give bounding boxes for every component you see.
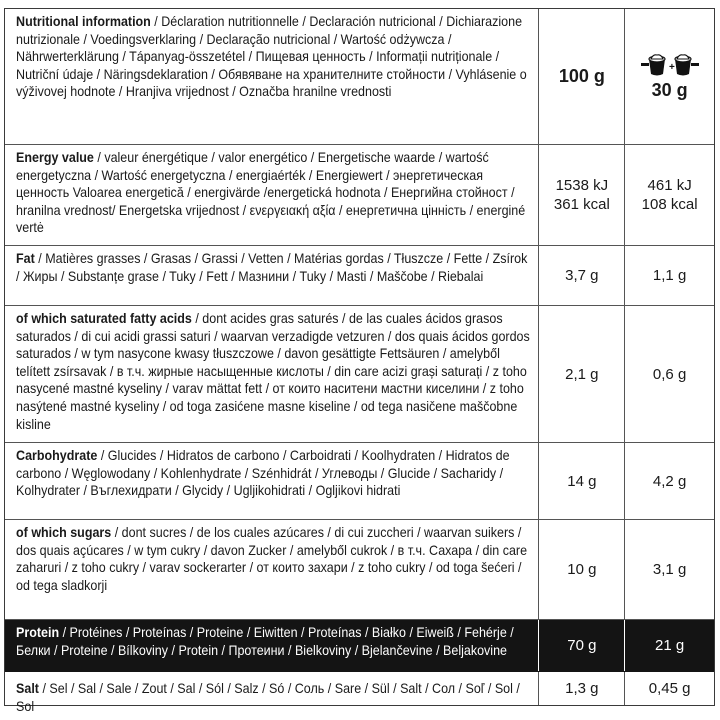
salt-100g: 1,3 g — [538, 672, 624, 705]
energy-100g: 1538 kJ 361 kcal — [538, 145, 624, 245]
carbohydrate-row — [5, 443, 714, 520]
protein-row — [5, 620, 714, 672]
fat-100g: 3,7 g — [538, 246, 624, 305]
fat-row — [5, 246, 714, 306]
energy-row — [5, 145, 714, 246]
sugars-100g: 10 g — [538, 520, 624, 619]
header-label: Nutritional information / Déclaration nutritionnelle / Declaración nutricional / Dichiarazione nutrizionale / Voedingsverklaring / Declaração nutricional / Wartość odżywcza / Nährwerterklärung / Tápanyag-összetétel / Пищевая ценность / Informații nutriționale / Nutriční údaje / Näringsdeklaration / Обявяване на хранителните стойности / Vyhlásenie o výživovej hodnote / Hranjiva vrijednost / Označba hranilne vrednosti — [16, 14, 527, 100]
carbohydrate-portion: 4,2 g — [624, 443, 714, 519]
carbohydrate-100g: 14 g — [538, 443, 624, 519]
protein-label: Protein / Protéines / Proteínas / Proteine / Eiwitten / Proteínas / Białko / Eiweiß / Fehérje / Белки / Proteine / Bílkoviny / Protein / Протеини / Bielkoviny / Bjelančevine / Beljakovine — [16, 625, 514, 658]
sugars-portion: 3,1 g — [624, 520, 714, 619]
svg-text:+: + — [668, 62, 675, 73]
salt-portion: 0,45 g — [624, 672, 714, 705]
table-header-row — [5, 9, 714, 145]
header-100g: 100 g — [538, 9, 624, 144]
saturated-fat-100g: 2,1 g — [538, 306, 624, 442]
protein-100g: 70 g — [538, 620, 624, 671]
saturated-fat-portion: 0,6 g — [624, 306, 714, 442]
header-portion: + 30 g — [624, 9, 714, 144]
carbohydrate-label: Carbohydrate / Glucides / Hidratos de carbono / Carboidrati / Koolhydraten / Hidratos de carbono / Węglowodany / Kohlenhydrate / Szénhidrát / Углеводы / Glucide / Sacharidy / Kolhydrater / Въглехидрати / Glycidy / Ugljikohidrati / Ogljikovi hidrati — [16, 448, 510, 499]
energy-label: Energy value / valeur énergétique / valor energético / Energetische waarde / wartość energetyczna / Wartość energetyczna / energiaérték / Energiewert / энергетическая ценность Valoarea energetică / energivärde /energetická hodnota / Енергийна стойност / hranilna vrednost/ Energetska vrijednost / ενεργειακή αξία / енергетична цінність / energiné vertė — [16, 150, 526, 236]
sugars-label: of which sugars / dont sucres / de los cuales azúcares / di cui zuccheri / waarvan suikers / dos quais açúcares / w tym cukry / davon Zucker / amelyből cukrok / в т.ч. Сахара / din care zaharuri / z toho cukry / varav sockerarter / от които захари / z toho cukry / od toga šećeri / od tega sladkorji — [16, 525, 528, 593]
protein-portion: 21 g — [624, 620, 714, 671]
saturated-fat-label: of which saturated fatty acids / dont acides gras saturés / de las cuales ácidos grasos saturados / di cui acidi grassi saturi / waarvan verzadigde vetzuren / dos quais ácidos gordos saturados / w tym nasycone kwasy tłuszczowe / davon gesättigte Fettsäuren / amelyből telített zsírsavak / в т.ч. жирные насыщенные кислоты / din care acizi grași saturați / z toho nasycené mastné kyseliny / varav mättat fett / от които наситени мастни киселини / z toho nasýtené mastné kyseliny / od toga zasićene masne kiseline / od tega nasičene maščobne kisline — [16, 311, 530, 432]
scoop-plus-scoop-icon — [640, 53, 700, 79]
sugars-row — [5, 520, 714, 620]
fat-portion: 1,1 g — [624, 246, 714, 305]
energy-portion: 461 kJ 108 kcal — [624, 145, 714, 245]
salt-label: Salt / Sel / Sal / Sale / Zout / Sal / Sól / Salz / Só / Соль / Sare / Sül / Salt / Сол / Soľ / Sol / Sol — [16, 681, 520, 714]
saturated-fat-row — [5, 306, 714, 443]
fat-label: Fat / Matières grasses / Grasas / Grassi / Vetten / Matérias gordas / Tłuszcze / Fette / Zsírok / Жиры / Substanțe grase / Tuky / Fett / Мазнини / Tuky / Masti / Maščobe / Riebalai — [16, 251, 528, 284]
nutrition-table — [4, 8, 715, 714]
salt-row — [5, 672, 714, 714]
